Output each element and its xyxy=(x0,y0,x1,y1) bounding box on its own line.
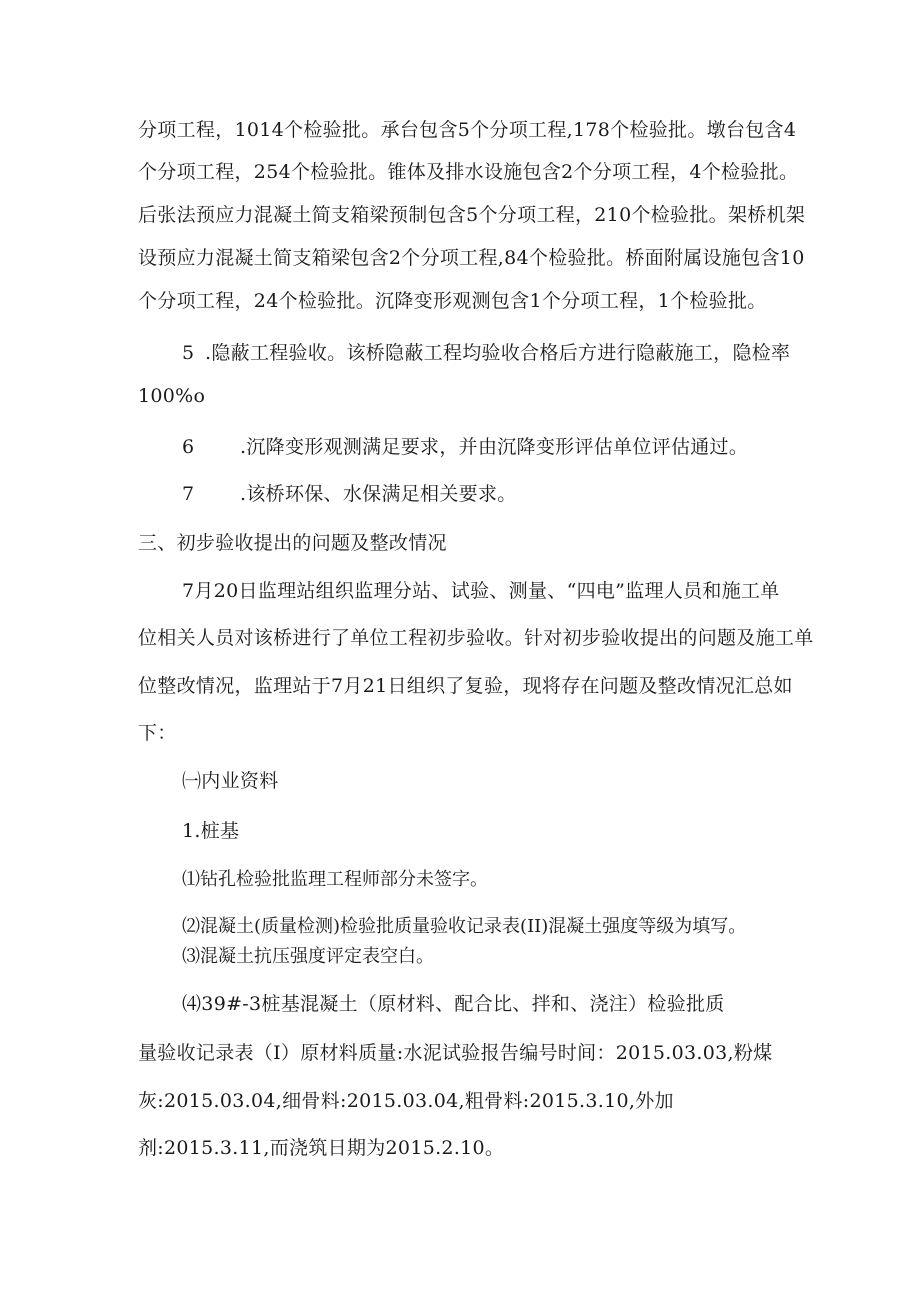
paragraph-line: 个分项工程，254个检验批。锥体及排水设施包含2个分项工程，4个检验批。 xyxy=(138,161,799,183)
point-line: ⑵混凝土(质量检测)检验批质量验收记录表(II)混凝土强度等级为填写。 xyxy=(182,916,747,937)
point-line: ⑴钻孔检验批监理工程师部分未签字。 xyxy=(182,869,488,890)
item-1-title: 1.桩基 xyxy=(182,820,240,842)
point-line: ⑶混凝土抗压强度评定表空白。 xyxy=(182,946,434,967)
paragraph-line: 分项工程，1014个检验批。承台包含5个分项工程,178个检验批。墩台包含4 xyxy=(138,119,797,141)
paragraph-line: 个分项工程，24个检验批。沉降变形观测包含1个分项工程，1个检验批。 xyxy=(138,290,767,312)
paragraph-line: 设预应力混凝土简支箱梁包含2个分项工程,84个检验批。桥面附属设施包含10 xyxy=(138,247,805,269)
point-4-line: 剂:2015.3.11,而浇筑日期为2015.2.10。 xyxy=(138,1137,505,1159)
item-6-text: .沉降变形观测满足要求，并由沉降变形评估单位评估通过。 xyxy=(240,436,749,458)
item-7-text: .该桥环保、水保满足相关要求。 xyxy=(240,483,517,505)
point-4-line: 灰:2015.03.04,细骨料:2015.03.04,粗骨料:2015.3.10,外加 xyxy=(138,1090,674,1112)
item-5-number: 5 xyxy=(182,342,195,364)
item-7-number: 7 xyxy=(182,483,195,505)
section-paragraph-line: 7月20日监理站组织监理分站、试验、测量、“四电”监理人员和施工单 xyxy=(182,580,780,602)
point-4-line: 量验收记录表（I）原材料质量:水泥试验报告编号时间：2015.03.03,粉煤 xyxy=(138,1042,773,1064)
section-paragraph-line: 下： xyxy=(138,722,177,744)
paragraph-line: 后张法预应力混凝土简支箱梁预制包含5个分项工程，210个检验批。架桥机架 xyxy=(138,204,806,226)
section-paragraph-line: 位相关人员对该桥进行了单位工程初步验收。针对初步验收提出的问题及施工单 xyxy=(138,627,814,649)
item-5-text: .隐蔽工程验收。该桥隐蔽工程均验收合格后方进行隐蔽施工，隐检率 xyxy=(205,342,791,364)
item-6-number: 6 xyxy=(182,436,195,458)
subsection-heading: ㈠内业资料 xyxy=(182,770,279,792)
point-4-line: ⑷39#-3桩基混凝土（原材料、配合比、拌和、浇注）检验批质 xyxy=(182,993,725,1015)
item-5-continuation: 100%o xyxy=(138,385,206,407)
section-heading: 三、初步验收提出的问题及整改情况 xyxy=(138,532,447,554)
section-paragraph-line: 位整改情况，监理站于7月21日组织了复验，现将存在问题及整改情况汇总如 xyxy=(138,675,793,697)
